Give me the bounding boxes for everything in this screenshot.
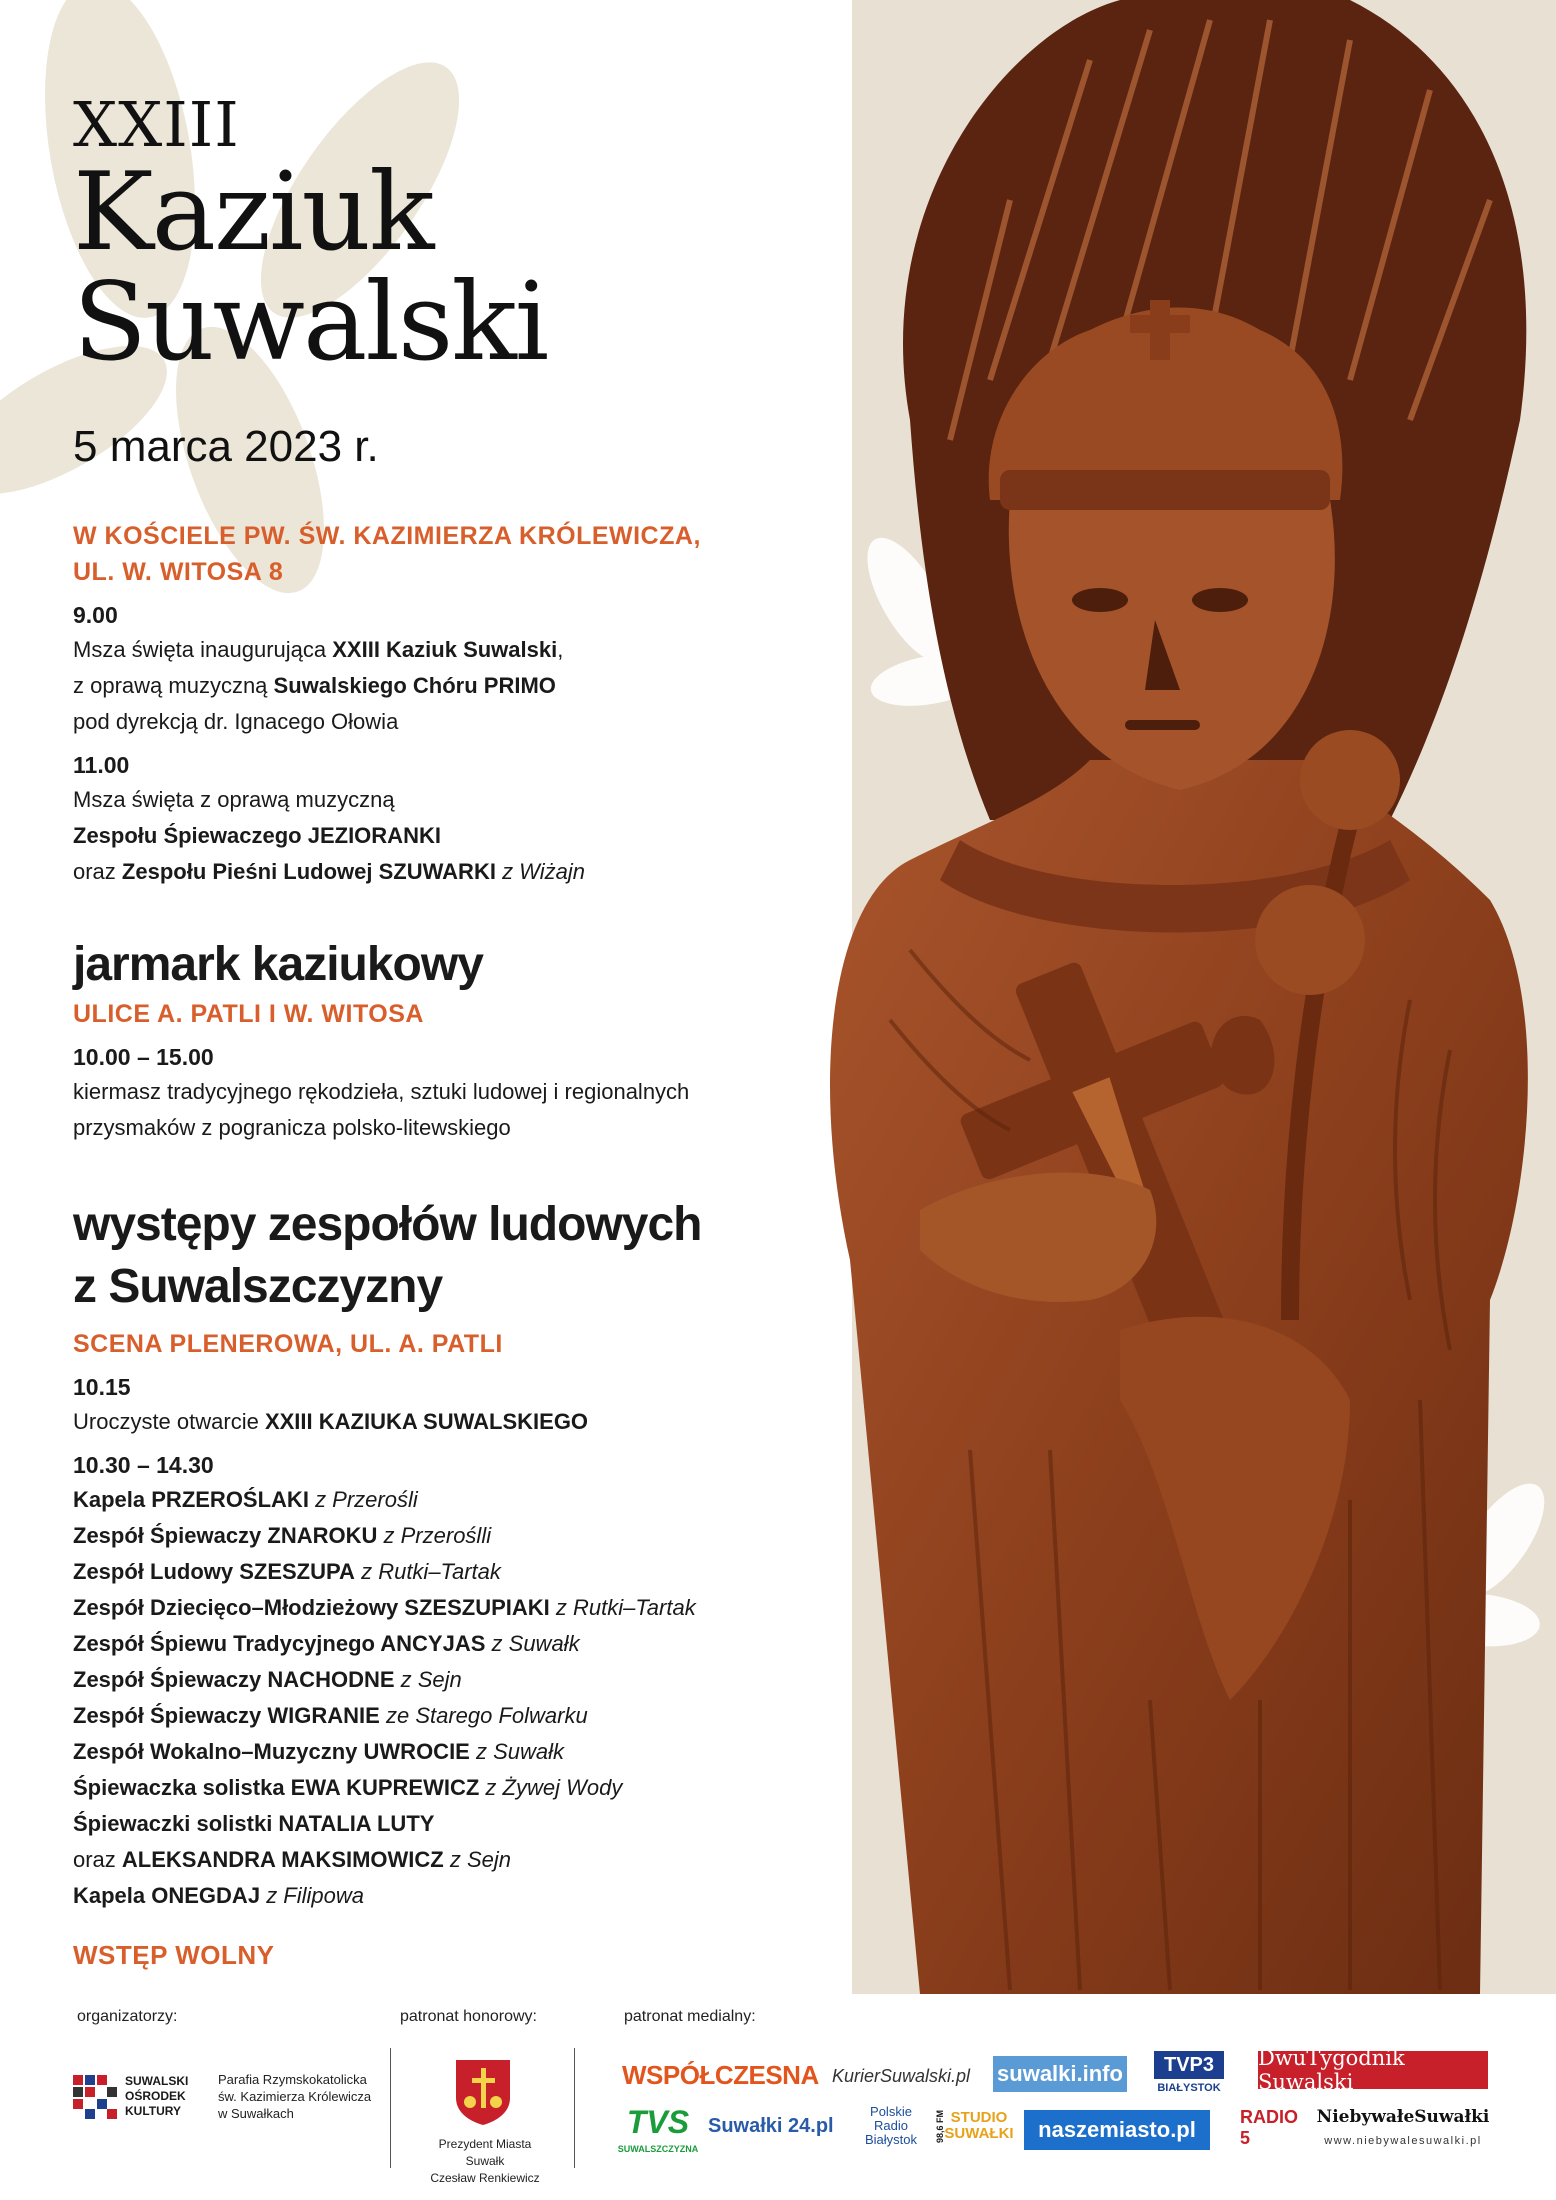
mayor-patronage: Prezydent Miasta Suwałk Czesław Renkiewicz — [430, 2137, 540, 2185]
opening-description: Uroczyste otwarcie XXIII KAZIUKA SUWALSKIEGO — [73, 1409, 589, 1434]
naszemiasto-logo: naszemiasto.pl — [1024, 2110, 1210, 2150]
sok-mosaic-icon — [73, 2075, 117, 2119]
title-line-2: Suwalski — [73, 260, 548, 385]
event-description: pod dyrekcją dr. Ignacego Ołowia — [73, 709, 399, 734]
fair-section — [73, 934, 833, 1146]
sok-logo: SUWALSKI OŚRODEK KULTURY — [73, 2074, 188, 2119]
folk-time-performances: 10.30 – 14.30 — [73, 1452, 214, 1478]
performer-item: Zespół Ludowy SZESZUPA z Rutki–Tartak — [73, 1559, 501, 1584]
free-entry: WSTĘP WOLNY — [73, 1940, 275, 1970]
church-venue-line-1: W KOŚCIELE PW. ŚW. KAZIMIERZA KRÓLEWICZA, — [73, 522, 701, 550]
title-line-1: Kaziuk — [73, 150, 433, 275]
tvp3-region: BIAŁYSTOK — [1157, 2082, 1221, 2094]
kurier-suwalski-logo: KurierSuwalski.pl — [832, 2065, 971, 2086]
niebywale-suwalki-logo: NiebywałeSuwałki — [1316, 2107, 1490, 2127]
suwalki-info-logo: suwalki.info — [993, 2056, 1127, 2092]
event-time: 9.00 — [73, 602, 118, 628]
performer-item: Kapela PRZEROŚLAKI z Przerośli — [73, 1487, 418, 1512]
event-description: Msza święta z oprawą muzyczną — [73, 787, 395, 812]
organizers-label: organizatorzy: — [77, 2008, 178, 2025]
performer-item: Zespół Śpiewaczy NACHODNE z Sejn — [73, 1667, 462, 1692]
event-description: z oprawą muzyczną Suwalskiego Chóru PRIMO — [73, 673, 556, 698]
performer-item: Śpiewaczki solistki NATALIA LUTY — [73, 1811, 435, 1836]
performer-item: Zespół Śpiewaczy ZNAROKU z Przeroślli — [73, 1523, 492, 1548]
honorary-patronage-label: patronat honorowy: — [400, 2008, 537, 2025]
tvs-logo: TVS — [626, 2103, 690, 2140]
performer-item: Kapela ONEGDAJ z Filipowa — [73, 1883, 364, 1908]
radio5-logo: RADIO 5 — [1240, 2107, 1298, 2148]
event-description: Msza święta inaugurująca XXIII Kaziuk Suwalski, — [73, 637, 564, 662]
event-time: 11.00 — [73, 752, 130, 778]
fair-description: przysmaków z pogranicza polsko-litewskiego — [73, 1115, 511, 1140]
studio-suwalki-logo: STUDIO SUWAŁKI — [944, 2109, 1014, 2142]
folk-venue: SCENA PLENEROWA, UL. A. PATLI — [73, 1330, 503, 1358]
tvp3-logo: TVP3 — [1154, 2051, 1224, 2079]
title-edition: XXIII — [73, 88, 240, 161]
performer-item: Zespół Śpiewaczy WIGRANIE ze Starego Folwarku — [73, 1703, 588, 1728]
fair-heading: jarmark kaziukowy — [73, 938, 483, 991]
performer-item: Zespół Śpiewu Tradycyjnego ANCYJAS z Suwałk — [73, 1631, 580, 1656]
parish-name: Parafia Rzymskokatolicka św. Kazimierza Królewicza w Suwałkach — [218, 2072, 372, 2121]
performer-item: Zespół Wokalno–Muzyczny UWROCIE z Suwałk — [73, 1739, 565, 1764]
footer-divider — [574, 2048, 575, 2168]
performer-item: oraz ALEKSANDRA MAKSIMOWICZ z Sejn — [73, 1847, 512, 1872]
studio-frequency: 98,6 FM — [935, 2109, 945, 2143]
folk-section — [73, 1194, 833, 1914]
carved-statue-of-st-casimir — [790, 0, 1556, 1994]
folk-heading-line-2: z Suwalszczyzny — [73, 1260, 443, 1313]
suwalki-coat-of-arms-icon — [454, 2058, 512, 2126]
polskie-radio-bialystok-logo: Polskie Radio Białystok — [864, 2104, 918, 2147]
folk-time-opening: 10.15 — [73, 1374, 131, 1400]
footer-divider — [390, 2048, 391, 2168]
performer-item: Śpiewaczka solistka EWA KUPREWICZ z Żywej Wody — [73, 1775, 623, 1800]
performers-list — [73, 1482, 833, 1914]
dwutygodnik-suwalski-logo: DwuTygodnik Suwalski — [1258, 2051, 1488, 2089]
event-date: 5 marca 2023 r. — [73, 422, 379, 471]
tvs-subtitle: SUWALSZCZYZNA — [617, 2144, 699, 2154]
fair-venue: ULICE A. PATLI I W. WITOSA — [73, 1000, 424, 1028]
church-venue-line-2: UL. W. WITOSA 8 — [73, 558, 284, 586]
media-patronage-label: patronat medialny: — [624, 2008, 756, 2025]
event-description: Zespołu Śpiewaczego JEZIORANKI — [73, 823, 441, 848]
niebywale-suwalki-url: www.niebywalesuwalki.pl — [1324, 2135, 1482, 2147]
fair-description: kiermasz tradycyjnego rękodzieła, sztuki ludowej i regionalnych — [73, 1079, 690, 1104]
fair-time: 10.00 – 15.00 — [73, 1044, 214, 1070]
suwalki24-logo: Suwałki 24.pl — [708, 2114, 834, 2137]
wspolczesna-logo: WSPÓŁCZESNA — [622, 2059, 819, 2090]
event-description: oraz Zespołu Pieśni Ludowej SZUWARKI z Wiżajn — [73, 859, 585, 884]
church-section — [73, 518, 833, 890]
performer-item: Zespół Dziecięco–Młodzieżowy SZESZUPIAKI z Rutki–Tartak — [73, 1595, 696, 1620]
folk-heading-line-1: występy zespołów ludowych — [73, 1198, 702, 1251]
event-title — [73, 88, 548, 385]
